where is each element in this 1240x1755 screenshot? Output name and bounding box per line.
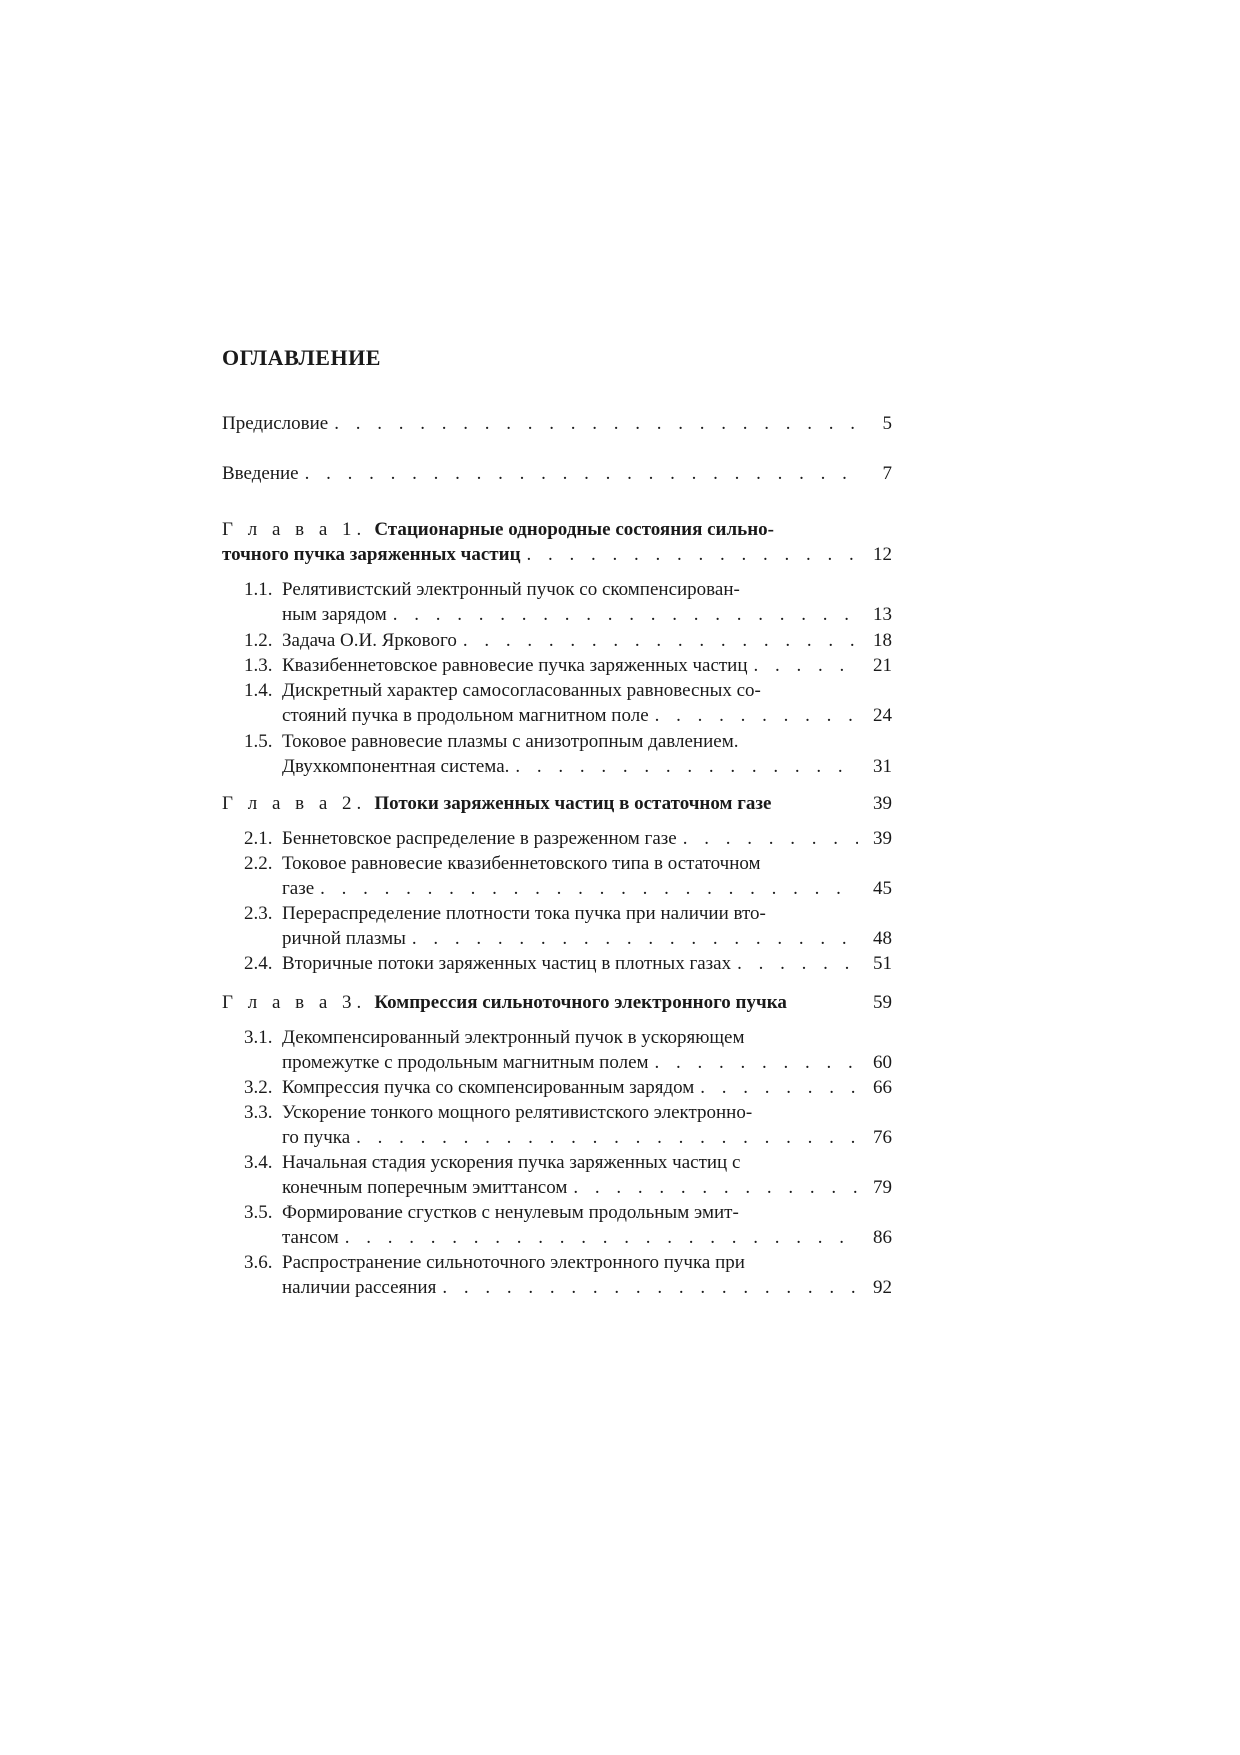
section-title-line1: Декомпенсированный электронный пучок в ускоряющем	[282, 1027, 745, 1048]
table-of-contents	[222, 0, 892, 1755]
section-number: 3.1.	[244, 1027, 273, 1048]
section-number: 2.1.	[244, 828, 273, 849]
page-number: 59	[873, 992, 892, 1013]
dot-leaders	[754, 653, 858, 678]
section-number: 2.3.	[244, 903, 273, 924]
section-title-line1: Перераспределение плотности тока пучка при наличии вто-	[282, 903, 766, 924]
section-title-line1: Дискретный характер самосогласованных равновесных со-	[282, 680, 761, 701]
toc-section-1-3[interactable]	[244, 653, 892, 678]
section-number: 3.4.	[244, 1152, 273, 1173]
page-number: 48	[873, 928, 892, 949]
toc-section-1-4[interactable]	[244, 678, 892, 728]
section-title-line1: Распространение сильноточного электронного пучка при	[282, 1252, 745, 1273]
section-title-line2: Двухкомпонентная система.	[282, 756, 510, 777]
section-title-line1: Токовое равновесие квазибеннетовского типа в остаточном	[282, 853, 761, 874]
toc-entry-preface[interactable]	[222, 411, 892, 436]
section-number: 1.3.	[244, 655, 273, 676]
toc-chapter-2[interactable]	[222, 791, 892, 816]
section-number: 3.5.	[244, 1202, 273, 1223]
chapter-title-line1: Потоки заряженных частиц в остаточном газе	[374, 793, 772, 814]
toc-section-2-4[interactable]	[244, 951, 892, 976]
dot-leaders	[737, 951, 858, 976]
dot-leaders	[573, 1175, 858, 1200]
toc-chapter-3[interactable]	[222, 990, 892, 1015]
page-number: 92	[873, 1277, 892, 1298]
dot-leaders	[320, 876, 858, 901]
section-title-line2: го пучка	[282, 1127, 351, 1148]
page-number: 39	[873, 828, 892, 849]
section-number: 2.4.	[244, 953, 273, 974]
section-title-line1: Квазибеннетовское равновесие пучка заряженных частиц	[282, 655, 748, 676]
page-number: 86	[873, 1227, 892, 1248]
toc-title: ОГЛАВЛЕНИЕ	[222, 345, 381, 370]
page-number: 13	[873, 604, 892, 625]
section-title-line1: Начальная стадия ускорения пучка заряженных частиц с	[282, 1152, 741, 1173]
chapter-title-line1: Компрессия сильноточного электронного пучка	[374, 992, 787, 1013]
section-number: 1.1.	[244, 579, 273, 600]
toc-section-1-5[interactable]	[244, 729, 892, 779]
section-title-line1: Токовое равновесие плазмы с анизотропным давлением.	[282, 731, 739, 752]
section-title-line2: тансом	[282, 1227, 339, 1248]
page-number: 45	[873, 878, 892, 899]
chapter-title-line1: Стационарные однородные состояния сильно-	[374, 519, 774, 540]
section-title-line2: промежутке с продольным магнитным полем	[282, 1052, 649, 1073]
toc-section-3-3[interactable]	[244, 1100, 892, 1150]
toc-section-3-6[interactable]	[244, 1250, 892, 1300]
toc-section-2-2[interactable]	[244, 851, 892, 901]
page-number: 66	[873, 1077, 892, 1098]
dot-leaders	[345, 1225, 858, 1250]
toc-section-2-1[interactable]	[244, 826, 892, 851]
section-number: 1.2.	[244, 630, 273, 651]
page-number: 76	[873, 1127, 892, 1148]
dot-leaders	[515, 754, 858, 779]
page-number: 39	[873, 793, 892, 814]
page-number: 18	[873, 630, 892, 651]
dot-leaders	[683, 826, 858, 851]
page-number: 7	[882, 463, 892, 484]
dot-leaders	[305, 461, 858, 486]
section-number: 3.6.	[244, 1252, 273, 1273]
page-number: 24	[873, 705, 892, 726]
dot-leaders	[393, 602, 858, 627]
section-title-line1: Вторичные потоки заряженных частиц в плотных газах	[282, 953, 732, 974]
dot-leaders	[334, 411, 858, 436]
dot-leaders	[655, 1050, 858, 1075]
section-number: 3.2.	[244, 1077, 273, 1098]
entry-label: Введение	[222, 463, 299, 484]
toc-section-2-3[interactable]	[244, 901, 892, 951]
section-title-line1: Релятивистский электронный пучок со скомпенсирован-	[282, 579, 740, 600]
section-number: 2.2.	[244, 853, 273, 874]
section-number: 1.5.	[244, 731, 273, 752]
section-title-line1: Беннетовское распределение в разреженном газе	[282, 828, 677, 849]
section-number: 3.3.	[244, 1102, 273, 1123]
page-number: 60	[873, 1052, 892, 1073]
page-number: 51	[873, 953, 892, 974]
toc-section-3-4[interactable]	[244, 1150, 892, 1200]
page-number: 12	[873, 544, 892, 565]
section-title-line2: конечным поперечным эмиттансом	[282, 1177, 568, 1198]
page-number: 31	[873, 756, 892, 777]
section-title-line1: Компрессия пучка со скомпенсированным зарядом	[282, 1077, 695, 1098]
toc-section-3-1[interactable]	[244, 1025, 892, 1075]
dot-leaders	[527, 542, 858, 567]
toc-section-3-2[interactable]	[244, 1075, 892, 1100]
section-title-line1: Задача О.И. Яркового	[282, 630, 457, 651]
dot-leaders	[412, 926, 858, 951]
chapter-label: Г л а в а 3.	[222, 992, 367, 1013]
chapter-label: Г л а в а 1.	[222, 519, 367, 540]
section-title-line1: Формирование сгустков с ненулевым продольным эмит-	[282, 1202, 739, 1223]
dot-leaders	[463, 628, 858, 653]
section-title-line2: ным зарядом	[282, 604, 387, 625]
dot-leaders	[655, 703, 858, 728]
dot-leaders	[356, 1125, 858, 1150]
toc-section-3-5[interactable]	[244, 1200, 892, 1250]
entry-label: Предисловие	[222, 413, 329, 434]
toc-section-1-1[interactable]	[244, 577, 892, 627]
toc-entry-introduction[interactable]	[222, 461, 892, 486]
section-title-line2: ричной плазмы	[282, 928, 406, 949]
page-number: 79	[873, 1177, 892, 1198]
section-title-line2: наличии рассеяния	[282, 1277, 437, 1298]
section-title-line2: газе	[282, 878, 315, 899]
section-number: 1.4.	[244, 680, 273, 701]
toc-chapter-1[interactable]	[222, 517, 892, 567]
dot-leaders	[700, 1075, 858, 1100]
dot-leaders	[442, 1275, 858, 1300]
chapter-title-line2: точного пучка заряженных частиц	[222, 544, 521, 565]
toc-section-1-2[interactable]	[244, 628, 892, 653]
page-number: 21	[873, 655, 892, 676]
section-title-line1: Ускорение тонкого мощного релятивистского электронно-	[282, 1102, 753, 1123]
chapter-label: Г л а в а 2.	[222, 793, 367, 814]
page-number: 5	[882, 413, 892, 434]
section-title-line2: стояний пучка в продольном магнитном поле	[282, 705, 649, 726]
